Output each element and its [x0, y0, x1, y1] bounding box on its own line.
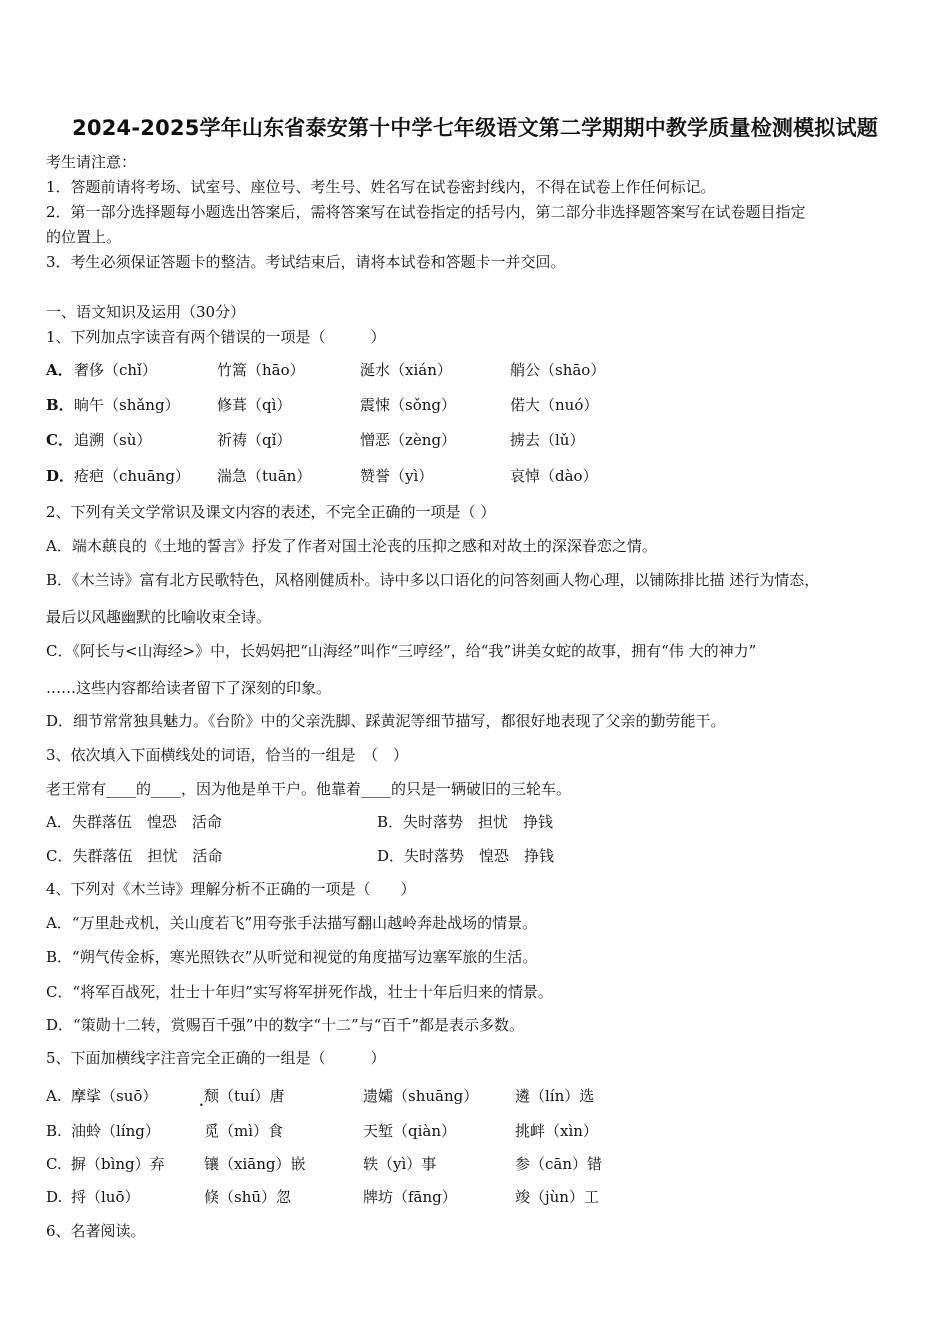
q4-option: A．“万里赴戎机，关山度若飞”用夸张手法描写翻山越岭奔赴战场的情景。 [46, 914, 538, 932]
q5-cell: 天堑（qiàn） [363, 1122, 457, 1140]
q5-cell: 捋（luō） [71, 1188, 140, 1206]
q5-cell: 竣（jùn）工 [515, 1188, 599, 1206]
q1-cell: 奢侈（chǐ） [74, 361, 157, 379]
question-1-stem: 1、下列加点字读音有两个错误的一项是（ ） [46, 328, 386, 346]
q4-option: D．“策勋十二转，赏赐百千强”中的数字“十二”与“百千”都是表示多数。 [46, 1016, 525, 1034]
q1-cell: 疮疤（chuāng） [74, 467, 190, 485]
q5-option-label: A. [46, 1087, 62, 1105]
q1-cell: 震悚（sǒng） [360, 396, 456, 414]
q3-option: B．失时落势 担忧 挣钱 [377, 813, 554, 831]
q2-option: C．《阿长与<山海经>》中，长妈妈把“山海经”叫作“三哼经”，给“我”讲美女蛇的故事，拥有“伟 大的神力” [46, 642, 757, 660]
q2-option-continued: 最后以风趣幽默的比喻收束全诗。 [46, 608, 272, 626]
q5-cell: 遗孀（shuāng） [363, 1087, 479, 1105]
q2-option: B．《木兰诗》富有北方民歌特色，风格刚健质朴。诗中多以口语化的问答刻画人物心理，以铺陈排比描 述行为情态， [46, 571, 820, 589]
q5-option-label: D. [46, 1188, 63, 1206]
q1-cell: 掳去（lǔ） [510, 431, 585, 449]
q5-cell: 参（cān）错 [515, 1155, 603, 1173]
q1-cell: 涎水（xián） [360, 361, 452, 379]
q1-cell: 湍急（tuān） [217, 467, 312, 485]
q3-option: A．失群落伍 惶恐 活命 [46, 813, 222, 831]
q3-sentence: 老王常有____的____，因为他是单干户。他靠着____的只是一辆破旧的三轮车。 [46, 780, 572, 798]
q2-option: A．端木蕻良的《土地的誓言》抒发了作者对国土沦丧的压抑之感和对故土的深深眷恋之情。 [46, 537, 657, 555]
notice-heading: 考生请注意： [46, 153, 137, 171]
question-2-stem: 2、下列有关文学常识及课文内容的表述，不完全正确的一项是（ ） [46, 503, 496, 521]
question-5-stem: 5、下面加横线字注音完全正确的一组是（ ） [46, 1049, 386, 1067]
q1-cell: 追溯（sù） [74, 431, 152, 449]
q1-cell: 竹篙（hāo） [217, 361, 305, 379]
q3-option: D．失时落势 惶恐 挣钱 [377, 847, 555, 865]
q5-option-label: C. [46, 1155, 62, 1173]
notice-item: 的位置上。 [46, 228, 122, 246]
section-heading: 一、语文知识及运用（30分） [46, 303, 246, 321]
q2-option: D．细节常常独具魅力。《台阶》中的父亲洗脚、踩黄泥等细节描写，都很好地表现了父亲的勤劳能干。 [46, 712, 726, 730]
q5-cell: 牌坊（fāng） [363, 1188, 457, 1206]
q5-cell: 摒（bìng）弃 [71, 1155, 165, 1173]
q4-option: B．“朔气传金柝，寒光照铁衣”从听觉和视觉的角度描写边塞军旅的生活。 [46, 948, 538, 966]
q5-cell: 遴（lín）选 [515, 1087, 595, 1105]
q1-cell: 祈祷（qǐ） [217, 431, 292, 449]
emphasis-dot: • [199, 1101, 204, 1110]
question-6-stem: 6、名著阅读。 [46, 1222, 146, 1240]
q5-cell: 颓（tuí）唐 [204, 1087, 285, 1105]
q1-cell: 偌大（nuó） [510, 396, 599, 414]
q1-cell: 赞誉（yì） [360, 467, 434, 485]
notice-item: 1．答题前请将考场、试室号、座位号、考生号、姓名写在试卷密封线内，不得在试卷上作任何标记。 [46, 178, 716, 196]
q3-option: C．失群落伍 担忧 活命 [46, 847, 223, 865]
q2-option-continued: ……这些内容都给读者留下了深刻的印象。 [46, 679, 332, 697]
q1-cell: 憎恶（zèng） [360, 431, 457, 449]
notice-item: 3．考生必须保证答题卡的整洁。考试结束后，请将本试卷和答题卡一并交回。 [46, 253, 566, 271]
q4-option: C．“将军百战死，壮士十年归”实写将军拼死作战，壮士十年后归来的情景。 [46, 983, 553, 1001]
q1-option-label: A． [46, 361, 73, 379]
q5-cell: 觅（mì）食 [204, 1122, 284, 1140]
question-3-stem: 3、依次填入下面横线处的词语，恰当的一组是 （ ） [46, 746, 409, 764]
q5-cell: 摩挲（suō） [71, 1087, 158, 1105]
notice-item: 2．第一部分选择题每小题选出答案后，需将答案写在试卷指定的括号内，第二部分非选择题答案写在试卷题目指定 [46, 203, 806, 221]
q5-cell: 轶（yì）事 [363, 1155, 437, 1173]
q1-option-label: B． [46, 396, 74, 414]
q5-cell: 镶（xiāng）嵌 [204, 1155, 306, 1173]
q5-cell: 倏（shū）忽 [204, 1188, 292, 1206]
q5-cell: 油蛉（líng） [71, 1122, 160, 1140]
q5-cell: 挑衅（xìn） [515, 1122, 598, 1140]
q1-cell: 艄公（shāo） [510, 361, 606, 379]
q1-option-label: C． [46, 431, 73, 449]
q1-cell: 修葺（qì） [217, 396, 292, 414]
page-title: 2024-2025学年山东省泰安第十中学七年级语文第二学期期中教学质量检测模拟试题 [72, 116, 878, 140]
q1-option-label: D． [46, 467, 75, 485]
q1-cell: 晌午（shǎng） [74, 396, 180, 414]
question-4-stem: 4、下列对《木兰诗》理解分析不正确的一项是（ ） [46, 880, 416, 898]
q5-option-label: B. [46, 1122, 62, 1140]
q1-cell: 哀悼（dào） [510, 467, 598, 485]
